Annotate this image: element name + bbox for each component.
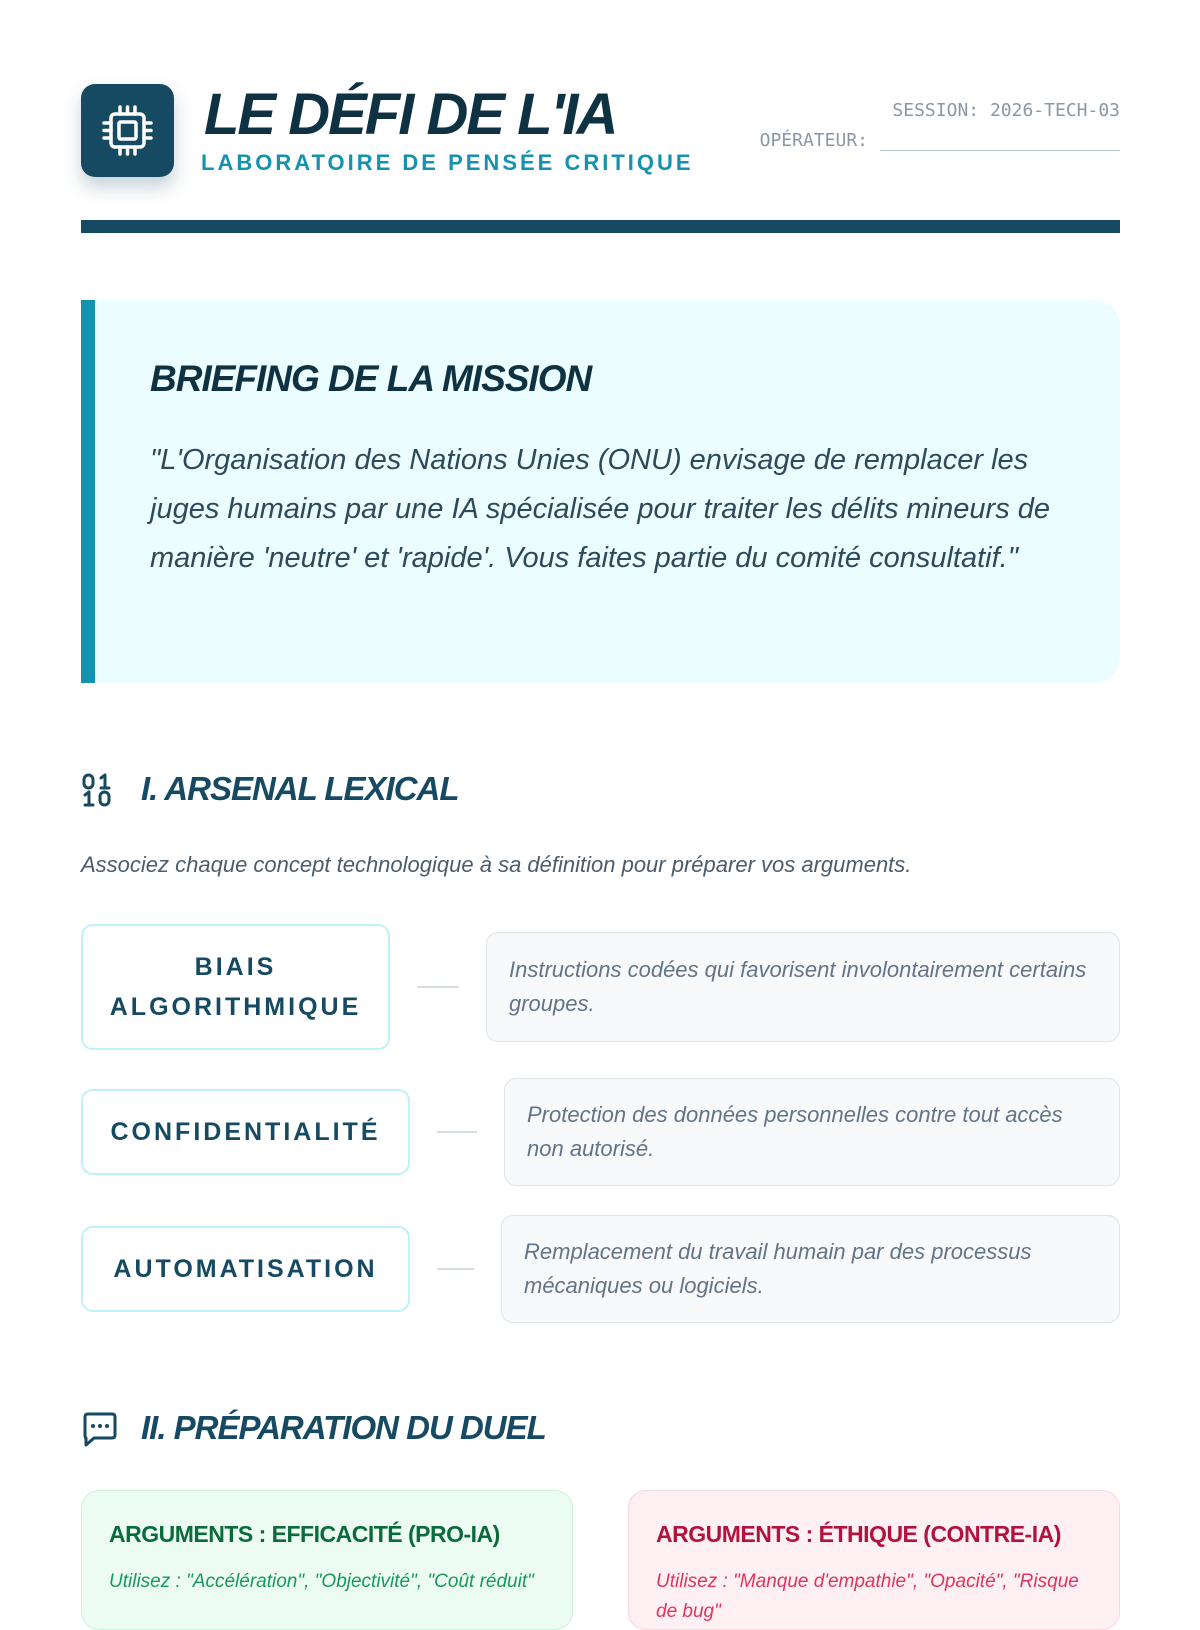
match-connector — [437, 1131, 477, 1133]
operator-row — [760, 130, 1120, 158]
definition-text: Protection des données personnelles contre tout accès non autorisé. — [527, 1102, 1063, 1161]
page-title: LE DÉFI DE L'IA — [204, 82, 617, 147]
lexical-instruction: Associez chaque concept technologique à sa définition pour préparer vos arguments. — [81, 852, 912, 877]
contra-arguments-card[interactable] — [628, 1490, 1120, 1630]
term-card[interactable] — [81, 924, 390, 1050]
operator-name-field[interactable] — [880, 131, 1120, 151]
briefing-title: BRIEFING DE LA MISSION — [150, 358, 592, 399]
contra-arguments-hint: Utilisez : "Manque d'empathie", "Opacité", "Risque de bug" — [656, 1571, 1079, 1622]
definition-text: Instructions codées qui favorisent involontairement certains groupes. — [509, 957, 1087, 1016]
term-label: BIAIS ALGORITHMIQUE — [109, 953, 362, 1021]
definition-card[interactable] — [501, 1215, 1120, 1323]
section-duel-title: II. PRÉPARATION DU DUEL — [141, 1409, 546, 1446]
chat-bubble-icon — [81, 1411, 119, 1449]
header — [81, 84, 1120, 194]
mission-briefing — [81, 300, 1120, 683]
session-id: SESSION: 2026-TECH-03 — [892, 100, 1120, 121]
definition-text: Remplacement du travail humain par des processus mécaniques ou logiciels. — [524, 1239, 1032, 1298]
logo — [81, 84, 174, 177]
briefing-text: "L'Organisation des Nations Unies (ONU) envisage de remplacer les juges humains par une IA spécialisée pour traiter les délits mineurs de manière 'neutre' et 'rapide'. Vous faites partie du comité consultatif." — [150, 444, 1051, 574]
section-duel-heading — [81, 1407, 781, 1453]
term-label: AUTOMATISATION — [113, 1255, 378, 1283]
pro-arguments-hint: Utilisez : "Accélération", "Objectivité", "Coût réduit" — [109, 1571, 534, 1592]
contra-arguments-title: ARGUMENTS : ÉTHIQUE (CONTRE-IA) — [656, 1521, 1061, 1547]
worksheet-page — [81, 0, 1120, 1622]
pro-arguments-card[interactable] — [81, 1490, 573, 1630]
operator-label: OPÉRATEUR: — [759, 130, 868, 151]
term-card[interactable] — [81, 1089, 410, 1175]
match-connector — [437, 1268, 474, 1270]
binary-digits-icon — [81, 772, 113, 808]
page-subtitle: LABORATOIRE DE PENSÉE CRITIQUE — [201, 150, 694, 175]
term-card[interactable] — [81, 1226, 410, 1312]
definition-card[interactable] — [504, 1078, 1120, 1186]
header-divider — [81, 220, 1120, 233]
definition-card[interactable] — [486, 932, 1120, 1042]
pro-arguments-title: ARGUMENTS : EFFICACITÉ (PRO-IA) — [109, 1521, 500, 1547]
session-meta — [760, 100, 1120, 158]
match-connector — [417, 986, 459, 988]
term-label: CONFIDENTIALITÉ — [110, 1118, 381, 1146]
section-lexical-title: I. ARSENAL LEXICAL — [141, 770, 459, 807]
cpu-chip-icon — [102, 105, 153, 156]
section-lexical-heading — [81, 768, 681, 814]
